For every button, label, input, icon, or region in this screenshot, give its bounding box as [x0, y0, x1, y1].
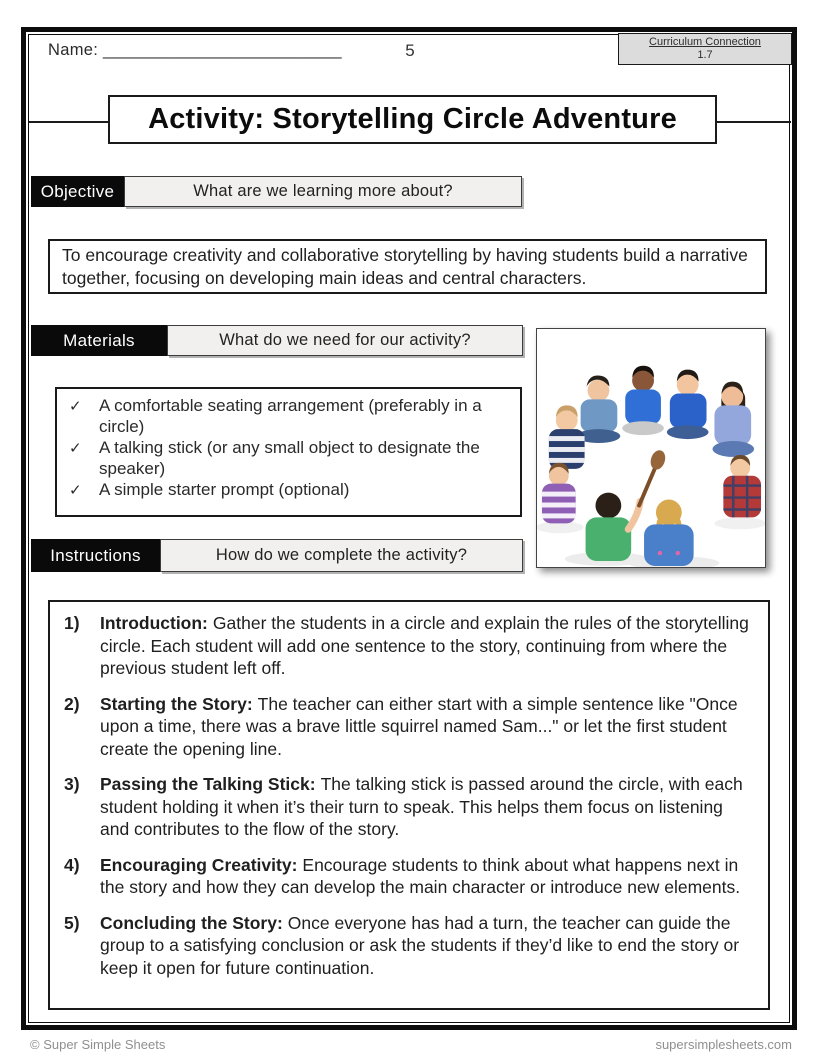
children-circle-illustration	[537, 329, 765, 567]
step-number: 4)	[64, 854, 80, 875]
instruction-step	[64, 773, 756, 841]
objective-label: Objective	[31, 176, 124, 207]
step-title: Encouraging Creativity:	[100, 854, 298, 875]
instructions-list-box	[48, 600, 770, 1010]
instructions-label: Instructions	[31, 539, 160, 572]
instructions-section-header	[31, 539, 523, 572]
materials-list-box	[55, 387, 522, 517]
objective-text: To encourage creativity and collaborative storytelling by having students build a narrative together, focusing on developing main ideas and central characters.	[62, 244, 748, 288]
curriculum-connection-badge	[618, 33, 792, 65]
step-body: Once everyone has had a turn, the teacher can guide the group to a satisfying conclusion or ask the students if they’d like to end the story or keep it open for future continuation.	[100, 912, 740, 978]
materials-section-header	[31, 325, 523, 356]
materials-item	[69, 437, 512, 479]
checkmark-icon: ✓	[69, 482, 82, 499]
materials-item-text: A simple starter prompt (optional)	[99, 480, 350, 499]
objective-text-box	[48, 239, 767, 294]
page-title: Activity: Storytelling Circle Adventure	[108, 95, 717, 144]
step-title: Starting the Story:	[100, 693, 253, 714]
step-body: The talking stick is passed around the circle, with each student holding it when it’s their turn to speak. This helps them focus on listening and contributes to the flow of the story.	[100, 774, 743, 839]
materials-label: Materials	[31, 325, 167, 356]
materials-item-text: A talking stick (or any small object to designate the speaker)	[99, 438, 480, 478]
objective-question: What are we learning more about?	[124, 176, 522, 207]
children-storytelling-circle-photo	[536, 328, 766, 568]
step-title: Introduction:	[100, 613, 208, 633]
checkmark-icon: ✓	[69, 398, 82, 415]
materials-item-text: A comfortable seating arrangement (preferably in a circle)	[99, 396, 482, 436]
step-text	[100, 693, 756, 761]
materials-question: What do we need for our activity?	[167, 325, 523, 356]
step-number: 5)	[64, 912, 80, 933]
name-label: Name:	[48, 41, 99, 59]
step-body: Encourage students to think about what happens next in the story and how they can develop the main character or introduce new elements.	[100, 854, 741, 897]
name-field[interactable]	[48, 41, 342, 60]
name-blank-line[interactable]: __________________________	[103, 41, 342, 59]
step-text	[100, 854, 756, 899]
footer-website: supersimplesheets.com	[655, 1037, 792, 1052]
curriculum-connection-code: 1.7	[697, 49, 713, 61]
instructions-question: How do we complete the activity?	[160, 539, 523, 572]
step-text	[100, 612, 756, 680]
step-body: Gather the students in a circle and explain the rules of the storytelling circle. Each student will add one sentence to the story, continuing from where the previous student left off.	[100, 613, 749, 678]
objective-section-header	[31, 176, 522, 207]
step-body: The teacher can either start with a simple sentence like "Once upon a time, there was a brave little squirrel named Sam..." or let the first student create the opening line.	[100, 693, 738, 759]
instruction-step	[64, 612, 756, 680]
step-text	[100, 773, 756, 841]
step-title: Concluding the Story:	[100, 912, 283, 933]
page-number: 5	[405, 41, 415, 60]
materials-item	[69, 395, 512, 437]
curriculum-connection-title: Curriculum Connection	[649, 36, 761, 48]
instruction-step	[64, 912, 756, 980]
step-number: 1)	[64, 613, 80, 633]
step-title: Passing the Talking Stick:	[100, 774, 316, 794]
instruction-step	[64, 693, 756, 761]
materials-item	[69, 479, 512, 501]
footer-copyright: © Super Simple Sheets	[30, 1037, 166, 1052]
step-number: 2)	[64, 693, 80, 714]
step-text	[100, 912, 756, 980]
checkmark-icon: ✓	[69, 440, 82, 457]
instruction-step	[64, 854, 756, 899]
step-number: 3)	[64, 774, 80, 794]
